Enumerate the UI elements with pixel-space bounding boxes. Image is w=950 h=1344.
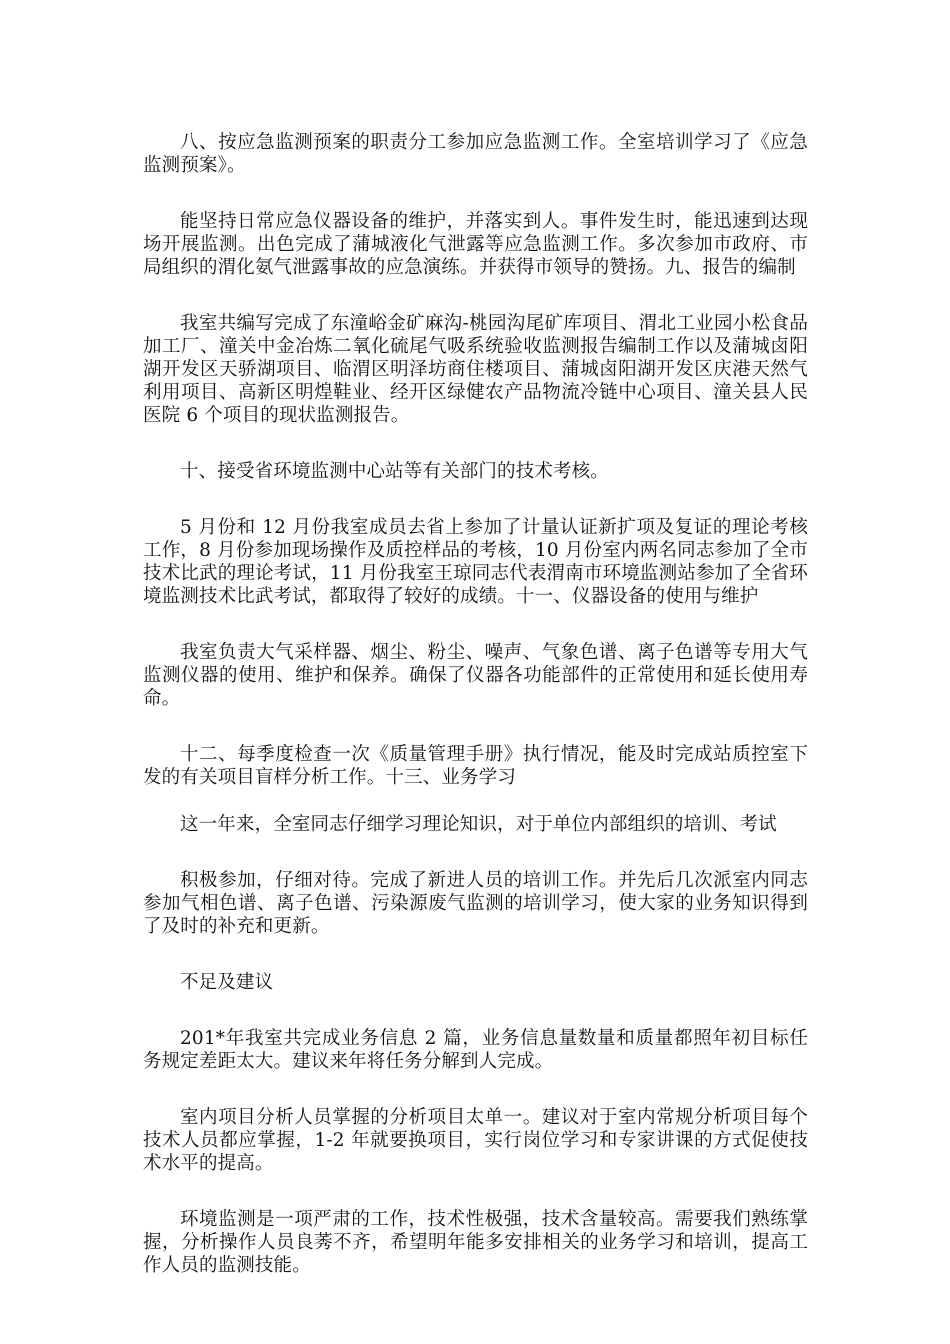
- document-body: [143, 131, 808, 1310]
- paragraph-technical-assessment-heading: 十、接受省环境监测中心站等有关部门的技术考核。: [180, 461, 609, 482]
- paragraph-study-intro: 这一年来，全室同志仔细学习理论知识，对于单位内部组织的培训、考试: [180, 814, 777, 835]
- paragraph-emergency-monitoring-plan: 八、按应急监测预案的职责分工参加应急监测工作。全室培训学习了《应急监测预案》。: [143, 132, 808, 176]
- paragraph-business-information: 201*年我室共完成业务信息 2 篇，业务信息量数量和质量都照年初目标任务规定差距太大。建议来年将任务分解到人完成。: [143, 1028, 808, 1072]
- paragraph-instrument-maintenance: 我室负责大气采样器、烟尘、粉尘、噪声、气象色谱、离子色谱等专用大气监测仪器的使用、维护和保养。确保了仪器各功能部件的正常使用和延长使用寿命。: [143, 642, 808, 709]
- paragraph-analysis-projects: 室内项目分析人员掌握的分析项目太单一。建议对于室内常规分析项目每个技术人员都应掌握，1-2 年就要换项目，实行岗位学习和专家讲课的方式促使技术水平的提高。: [143, 1107, 808, 1174]
- paragraph-quality-manual: 十二、每季度检查一次《质量管理手册》执行情况，能及时完成站质控室下发的有关项目盲样分析工作。十三、业务学习: [143, 744, 808, 788]
- paragraph-emergency-equipment: 能坚持日常应急仪器设备的维护，并落实到人。事件发生时，能迅速到达现场开展监测。出色完成了蒲城液化气泄露等应急监测工作。多次参加市政府、市局组织的渭化氨气泄露事故的应急演练。并获得市领导的赞扬。九、报告的编制: [143, 211, 808, 278]
- paragraph-technical-assessment: 5 月份和 12 月份我室成员去省上参加了计量认证新扩项及复证的理论考核工作，8 月份参加现场操作及质控样品的考核，10 月份室内两名同志参加了全市技术比武的理论考试，11 月份我室王琼同志代表渭南市环境监测站参加了全省环境监测技术比武考试，都取得了较好的成绩。十一、仪器设备的使用与维护: [143, 517, 808, 607]
- paragraph-report-compilation: 我室共编写完成了东潼峪金矿麻沟-桃园沟尾矿库项目、渭北工业园小松食品加工厂、潼关中金冶炼二氧化硫尾气吸系统验收监测报告编制工作以及蒲城卤阳湖开发区天骄湖项目、临渭区明泽坊商住楼项目、蒲城卤阳湖开发区庆港天然气利用项目、高新区明煌鞋业、经开区绿健农产品物流冷链中心项目、潼关县人民医院 6 个项目的现状监测报告。: [143, 313, 808, 426]
- paragraph-training: 积极参加，仔细对待。完成了新进人员的培训工作。并先后几次派室内同志参加气相色谱、离子色谱、污染源废气监测的培训学习，使大家的业务知识得到了及时的补充和更新。: [143, 870, 808, 937]
- paragraph-monitoring-skills: 环境监测是一项严肃的工作，技术性极强，技术含量较高。需要我们熟练掌握，分析操作人员良莠不齐，希望明年能多安排相关的业务学习和培训，提高工作人员的监测技能。: [143, 1209, 808, 1276]
- paragraph-shortcomings-heading: 不足及建议: [180, 972, 274, 993]
